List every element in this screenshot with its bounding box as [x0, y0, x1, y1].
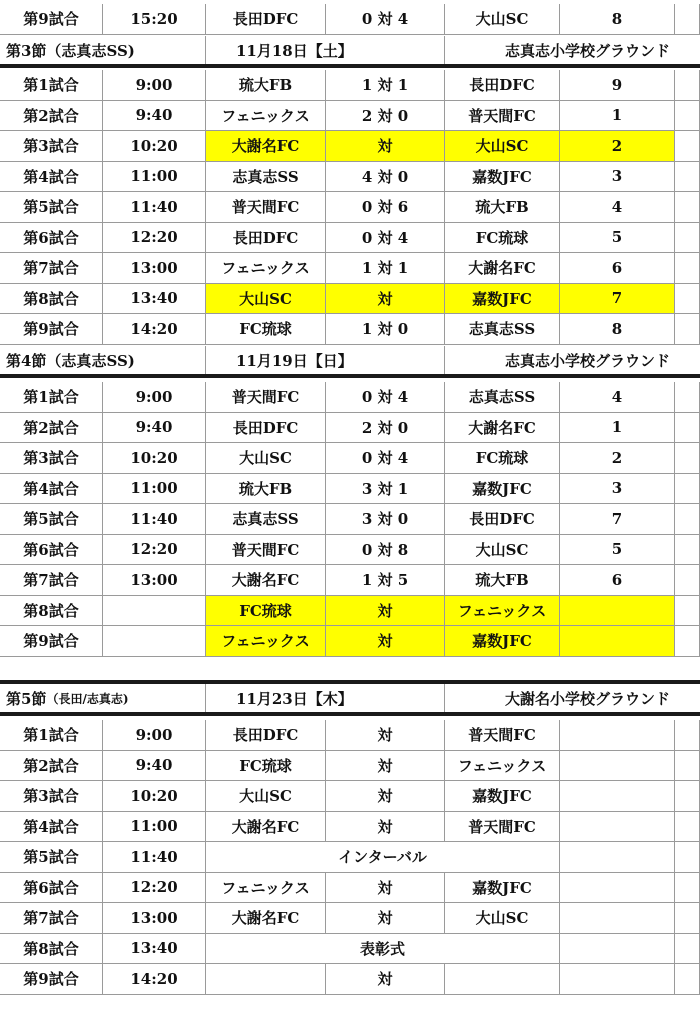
cell-pad[interactable]: [675, 131, 700, 161]
match-row: [0, 873, 700, 904]
cell-pad[interactable]: [675, 934, 700, 964]
cell-score[interactable]: 対: [326, 873, 445, 903]
cell-no[interactable]: 第9試合: [0, 4, 103, 34]
cell-away[interactable]: 嘉数JFC: [445, 284, 560, 314]
cell-ref[interactable]: 2: [560, 443, 675, 473]
cell-ref[interactable]: [560, 626, 675, 656]
cell-pad[interactable]: [675, 812, 700, 842]
cell-no[interactable]: 第5試合: [0, 842, 103, 872]
cell-no[interactable]: 第3試合: [0, 781, 103, 811]
cell-time[interactable]: 15:20: [103, 4, 206, 34]
match-row: [0, 70, 700, 101]
cell-home[interactable]: 大謝名FC: [206, 565, 326, 595]
cell-pad[interactable]: [675, 192, 700, 222]
cell-no[interactable]: 第8試合: [0, 934, 103, 964]
round-date: 11月18日【土】: [206, 36, 445, 64]
cell-home[interactable]: フェニックス: [206, 253, 326, 283]
cell-no[interactable]: 第1試合: [0, 720, 103, 750]
cell-home[interactable]: 琉大FB: [206, 70, 326, 100]
cell-time[interactable]: 13:00: [103, 253, 206, 283]
cell-home[interactable]: 琉大FB: [206, 474, 326, 504]
cell-ref[interactable]: 7: [560, 504, 675, 534]
cell-home[interactable]: 大山SC: [206, 284, 326, 314]
cell-time[interactable]: 13:40: [103, 284, 206, 314]
cell-score[interactable]: 対: [326, 964, 445, 994]
cell-score[interactable]: 4 対 0: [326, 162, 445, 192]
cell-ref[interactable]: [560, 751, 675, 781]
cell-no[interactable]: 第8試合: [0, 284, 103, 314]
round-date: 11月23日【木】: [206, 684, 445, 712]
cell-ref[interactable]: 6: [560, 565, 675, 595]
round-venue: 志真志小学校グラウンド: [505, 351, 671, 370]
cell-pad[interactable]: [675, 162, 700, 192]
cell-away[interactable]: フェニックス: [445, 596, 560, 626]
cell-pad[interactable]: [675, 504, 700, 534]
match-row: [0, 474, 700, 505]
cell-no[interactable]: 第7試合: [0, 565, 103, 595]
cell-time[interactable]: 12:20: [103, 223, 206, 253]
match-row: [0, 192, 700, 223]
cell-no[interactable]: 第2試合: [0, 101, 103, 131]
cell-home[interactable]: FC琉球: [206, 751, 326, 781]
cell-ref[interactable]: 4: [560, 192, 675, 222]
cell-time[interactable]: 11:00: [103, 812, 206, 842]
cell-home[interactable]: フェニックス: [206, 626, 326, 656]
cell-away[interactable]: 志真志SS: [445, 314, 560, 344]
cell-no[interactable]: 第8試合: [0, 596, 103, 626]
cell-score[interactable]: 0 対 4: [326, 223, 445, 253]
round-title: 第5節: [6, 689, 47, 708]
cell-ref[interactable]: 3: [560, 474, 675, 504]
cell-score[interactable]: 対: [326, 131, 445, 161]
cell-time[interactable]: 11:40: [103, 842, 206, 872]
match-row: [0, 223, 700, 254]
cell-pad[interactable]: [675, 751, 700, 781]
cell-score[interactable]: 1 対 5: [326, 565, 445, 595]
cell-ref[interactable]: 8: [560, 314, 675, 344]
cell-time[interactable]: 13:00: [103, 903, 206, 933]
cell-no[interactable]: 第6試合: [0, 223, 103, 253]
cell-ref[interactable]: 9: [560, 70, 675, 100]
cell-no[interactable]: 第7試合: [0, 903, 103, 933]
cell-score[interactable]: 対: [326, 596, 445, 626]
round-header-s3: [0, 36, 700, 68]
match-row: [0, 626, 700, 657]
cell-ref[interactable]: [560, 934, 675, 964]
cell-home[interactable]: フェニックス: [206, 873, 326, 903]
match-row: [0, 934, 700, 965]
cell-ref[interactable]: 5: [560, 223, 675, 253]
cell-away[interactable]: フェニックス: [445, 751, 560, 781]
cell-no[interactable]: 第6試合: [0, 873, 103, 903]
round-title: 第3節（志真志SS): [6, 41, 135, 60]
round-date: 11月19日【日】: [206, 346, 445, 374]
match-row: [0, 842, 700, 873]
cell-home[interactable]: 大謝名FC: [206, 812, 326, 842]
cell-time[interactable]: 9:00: [103, 382, 206, 412]
round-label: [0, 346, 206, 374]
section-gap: [0, 657, 700, 685]
cell-time[interactable]: 11:40: [103, 504, 206, 534]
cell-away[interactable]: 大山SC: [445, 903, 560, 933]
cell-pad[interactable]: [675, 4, 700, 34]
round-title: 第4節（志真志SS): [6, 351, 135, 370]
match-row: [0, 751, 700, 782]
cell-pad[interactable]: [675, 720, 700, 750]
cell-pad[interactable]: [675, 842, 700, 872]
cell-away[interactable]: 嘉数JFC: [445, 474, 560, 504]
cell-ref[interactable]: 7: [560, 284, 675, 314]
cell-pad[interactable]: [675, 284, 700, 314]
cell-no[interactable]: 第4試合: [0, 162, 103, 192]
cell-pad[interactable]: [675, 474, 700, 504]
cell-score[interactable]: 1 対 1: [326, 70, 445, 100]
cell-score[interactable]: 0 対 4: [326, 382, 445, 412]
round-venue: 大謝名小学校グラウンド: [505, 689, 671, 708]
cell-no[interactable]: 第4試合: [0, 812, 103, 842]
cell-pad[interactable]: [675, 535, 700, 565]
cell-away[interactable]: 琉大FB: [445, 192, 560, 222]
cell-pad[interactable]: [675, 781, 700, 811]
cell-ref[interactable]: [560, 596, 675, 626]
cell-home[interactable]: 大謝名FC: [206, 131, 326, 161]
span-event: 表彰式: [206, 934, 560, 964]
match-row: [0, 253, 700, 284]
cell-time[interactable]: 14:20: [103, 314, 206, 344]
cell-pad[interactable]: [675, 413, 700, 443]
cell-away[interactable]: 嘉数JFC: [445, 626, 560, 656]
match-row: [0, 4, 700, 35]
cell-home[interactable]: 志真志SS: [206, 504, 326, 534]
cell-time[interactable]: 9:00: [103, 70, 206, 100]
cell-score[interactable]: 対: [326, 720, 445, 750]
match-row: [0, 812, 700, 843]
cell-away[interactable]: 大山SC: [445, 4, 560, 34]
cell-away[interactable]: 嘉数JFC: [445, 873, 560, 903]
cell-score[interactable]: 3 対 1: [326, 474, 445, 504]
cell-pad[interactable]: [675, 253, 700, 283]
cell-score[interactable]: 0 対 4: [326, 443, 445, 473]
match-row: [0, 284, 700, 315]
cell-pad[interactable]: [675, 903, 700, 933]
cell-score[interactable]: 0 対 6: [326, 192, 445, 222]
cell-away[interactable]: 普天間FC: [445, 720, 560, 750]
cell-no[interactable]: 第9試合: [0, 626, 103, 656]
cell-away[interactable]: 大山SC: [445, 535, 560, 565]
match-row: [0, 382, 700, 413]
cell-pad[interactable]: [675, 314, 700, 344]
span-event: インターバル: [206, 842, 560, 872]
cell-away[interactable]: 普天間FC: [445, 101, 560, 131]
match-row: [0, 720, 700, 751]
cell-no[interactable]: 第6試合: [0, 535, 103, 565]
cell-pad[interactable]: [675, 223, 700, 253]
cell-pad[interactable]: [675, 873, 700, 903]
cell-score[interactable]: 対: [326, 626, 445, 656]
cell-ref[interactable]: 8: [560, 4, 675, 34]
cell-score[interactable]: 対: [326, 284, 445, 314]
cell-away[interactable]: 長田DFC: [445, 70, 560, 100]
cell-time[interactable]: 11:00: [103, 162, 206, 192]
cell-pad[interactable]: [675, 101, 700, 131]
cell-no[interactable]: 第2試合: [0, 413, 103, 443]
cell-home[interactable]: FC琉球: [206, 596, 326, 626]
match-row: [0, 101, 700, 132]
cell-home[interactable]: [206, 964, 326, 994]
cell-time[interactable]: [103, 596, 206, 626]
cell-score[interactable]: 対: [326, 903, 445, 933]
cell-away[interactable]: 普天間FC: [445, 812, 560, 842]
cell-ref[interactable]: 6: [560, 253, 675, 283]
cell-ref[interactable]: [560, 873, 675, 903]
cell-no[interactable]: 第4試合: [0, 474, 103, 504]
match-row: [0, 162, 700, 193]
cell-ref[interactable]: [560, 781, 675, 811]
cell-away[interactable]: 大謝名FC: [445, 413, 560, 443]
cell-pad[interactable]: [675, 596, 700, 626]
match-row: [0, 781, 700, 812]
cell-home[interactable]: 大謝名FC: [206, 903, 326, 933]
cell-ref[interactable]: [560, 812, 675, 842]
cell-time[interactable]: 10:20: [103, 443, 206, 473]
cell-score[interactable]: 0 対 8: [326, 535, 445, 565]
cell-away[interactable]: FC琉球: [445, 443, 560, 473]
cell-home[interactable]: 大山SC: [206, 781, 326, 811]
cell-away[interactable]: 嘉数JFC: [445, 162, 560, 192]
cell-score[interactable]: 2 対 0: [326, 413, 445, 443]
cell-pad[interactable]: [675, 964, 700, 994]
cell-score[interactable]: 対: [326, 751, 445, 781]
cell-time[interactable]: 9:40: [103, 413, 206, 443]
cell-pad[interactable]: [675, 382, 700, 412]
round-label: [0, 684, 206, 712]
cell-home[interactable]: 普天間FC: [206, 382, 326, 412]
cell-ref[interactable]: 4: [560, 382, 675, 412]
cell-ref[interactable]: [560, 720, 675, 750]
cell-home[interactable]: 志真志SS: [206, 162, 326, 192]
match-row: [0, 131, 700, 162]
cell-no[interactable]: 第1試合: [0, 382, 103, 412]
round-header-s4: [0, 346, 700, 378]
cell-time[interactable]: 9:40: [103, 101, 206, 131]
cell-no[interactable]: 第1試合: [0, 70, 103, 100]
cell-time[interactable]: 11:00: [103, 474, 206, 504]
cell-time[interactable]: 10:20: [103, 781, 206, 811]
cell-no[interactable]: 第3試合: [0, 131, 103, 161]
cell-away[interactable]: [445, 964, 560, 994]
cell-score[interactable]: 3 対 0: [326, 504, 445, 534]
cell-time[interactable]: 12:20: [103, 873, 206, 903]
round-label: [0, 36, 206, 64]
match-row: [0, 596, 700, 627]
cell-ref[interactable]: [560, 964, 675, 994]
cell-score[interactable]: 2 対 0: [326, 101, 445, 131]
cell-away[interactable]: 大山SC: [445, 131, 560, 161]
cell-score[interactable]: 1 対 1: [326, 253, 445, 283]
match-row: [0, 964, 700, 995]
cell-ref[interactable]: 5: [560, 535, 675, 565]
cell-no[interactable]: 第9試合: [0, 314, 103, 344]
cell-away[interactable]: 琉大FB: [445, 565, 560, 595]
cell-home[interactable]: 長田DFC: [206, 223, 326, 253]
cell-away[interactable]: 志真志SS: [445, 382, 560, 412]
match-row: [0, 504, 700, 535]
cell-ref[interactable]: [560, 842, 675, 872]
cell-away[interactable]: FC琉球: [445, 223, 560, 253]
cell-home[interactable]: 長田DFC: [206, 720, 326, 750]
match-row: [0, 903, 700, 934]
cell-no[interactable]: 第7試合: [0, 253, 103, 283]
cell-home[interactable]: 長田DFC: [206, 413, 326, 443]
round-note: （長田/志真志): [46, 691, 129, 706]
cell-pad[interactable]: [675, 626, 700, 656]
cell-pad[interactable]: [675, 70, 700, 100]
cell-ref[interactable]: 2: [560, 131, 675, 161]
cell-home[interactable]: 大山SC: [206, 443, 326, 473]
cell-score[interactable]: 0 対 4: [326, 4, 445, 34]
cell-ref[interactable]: [560, 903, 675, 933]
match-row: [0, 443, 700, 474]
cell-home[interactable]: 普天間FC: [206, 192, 326, 222]
cell-ref[interactable]: 1: [560, 413, 675, 443]
cell-ref[interactable]: 3: [560, 162, 675, 192]
cell-home[interactable]: FC琉球: [206, 314, 326, 344]
cell-score[interactable]: 1 対 0: [326, 314, 445, 344]
cell-pad[interactable]: [675, 565, 700, 595]
cell-time[interactable]: 13:40: [103, 934, 206, 964]
cell-no[interactable]: 第9試合: [0, 964, 103, 994]
cell-no[interactable]: 第3試合: [0, 443, 103, 473]
match-row: [0, 565, 700, 596]
cell-ref[interactable]: 1: [560, 101, 675, 131]
cell-time[interactable]: 10:20: [103, 131, 206, 161]
cell-no[interactable]: 第2試合: [0, 751, 103, 781]
cell-home[interactable]: 長田DFC: [206, 4, 326, 34]
cell-time[interactable]: 11:40: [103, 192, 206, 222]
match-row: [0, 535, 700, 566]
cell-time[interactable]: [103, 626, 206, 656]
cell-time[interactable]: 12:20: [103, 535, 206, 565]
cell-time[interactable]: 13:00: [103, 565, 206, 595]
cell-home[interactable]: 普天間FC: [206, 535, 326, 565]
match-row: [0, 413, 700, 444]
cell-time[interactable]: 9:40: [103, 751, 206, 781]
cell-time[interactable]: 9:00: [103, 720, 206, 750]
cell-score[interactable]: 対: [326, 781, 445, 811]
cell-away[interactable]: 大謝名FC: [445, 253, 560, 283]
cell-away[interactable]: 嘉数JFC: [445, 781, 560, 811]
cell-away[interactable]: 長田DFC: [445, 504, 560, 534]
cell-home[interactable]: フェニックス: [206, 101, 326, 131]
cell-score[interactable]: 対: [326, 812, 445, 842]
round-venue: 志真志小学校グラウンド: [505, 41, 671, 60]
cell-pad[interactable]: [675, 443, 700, 473]
cell-no[interactable]: 第5試合: [0, 192, 103, 222]
cell-time[interactable]: 14:20: [103, 964, 206, 994]
match-row: [0, 314, 700, 345]
round-header-s5: [0, 684, 700, 716]
cell-no[interactable]: 第5試合: [0, 504, 103, 534]
